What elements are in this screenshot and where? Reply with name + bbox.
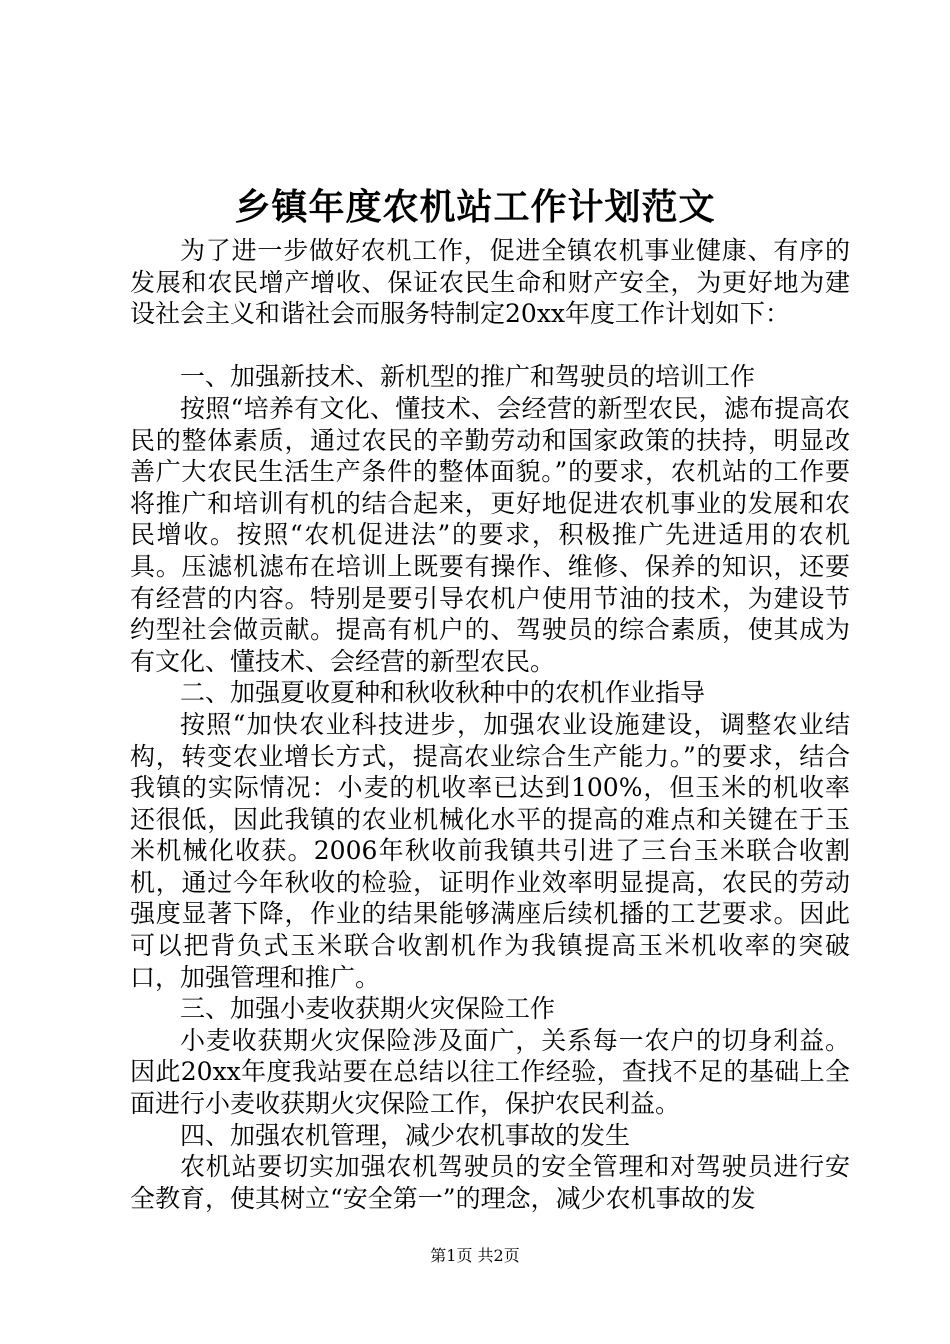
section-heading-2: 二、加强夏收夏种和秋收秋种中的农机作业指导 [180,678,706,708]
blank-line [130,330,850,362]
document-body [130,235,850,1214]
section-paragraph-1: 按照“培养有文化、懂技术、会经营的新型农民，滤布提高农民的整体素质，通过农民的辛勤劳动和国家政策的扶持，明显改善广大农民生活生产条件的整体面貌。”的要求，农机站的工作要将推广和培训有机的结合起来，更好地促进农机事业的发展和农民增收。按照“农机促进法”的要求，积极推广先进适用的农机具。压滤机滤布在培训上既要有操作、维修、保养的知识，还要有经营的内容。特别是要引导农机户使用节油的技术，为建设节约型社会做贡献。提高有机户的、驾驶员的综合素质，使其成为有文化、懂技术、会经营的新型农民。 [130,393,850,676]
section-heading-4: 四、加强农机管理，减少农机事故的发生 [180,1120,631,1150]
document-title: 乡镇年度农机站工作计划范文 [234,187,716,228]
section-paragraph-4: 农机站要切实加强农机驾驶员的安全管理和对驾驶员进行安全教育，使其树立“安全第一”的理念，减少农机事故的发 [130,1152,850,1213]
section-heading-3: 三、加强小麦收获期火灾保险工作 [180,994,556,1024]
intro-paragraph: 为了进一步做好农机工作，促进全镇农机事业健康、有序的发展和农民增产增收、保证农民生命和财产安全，为更好地为建设社会主义和谐社会而服务特制定20xx年度工作计划如下： [130,236,850,329]
section-paragraph-2: 按照“加快农业科技进步，加强农业设施建设，调整农业结构，转变农业增长方式，提高农业综合生产能力。”的要求，结合我镇的实际情况：小麦的机收率已达到100%，但玉米的机收率还很低，因此我镇的农业机械化水平的提高的难点和关键在于玉米机械化收获。2006年秋收前我镇共引进了三台玉米联合收割机，通过今年秋收的检验，证明作业效率明显提高，农民的劳动强度显著下降，作业的结果能够满座后续机播的工艺要求。因此可以把背负式玉米联合收割机作为我镇提高玉米机收率的突破口，加强管理和推广。 [130,709,850,992]
section-heading-1: 一、加强新技术、新机型的推广和驾驶员的培训工作 [180,362,756,392]
section-paragraph-3: 小麦收获期火灾保险涉及面广，关系每一农户的切身利益。因此20xx年度我站要在总结以往工作经验，查找不足的基础上全面进行小麦收获期火灾保险工作，保护农民利益。 [130,1025,850,1119]
page-footer: 第1页 共2页 [430,1246,520,1265]
